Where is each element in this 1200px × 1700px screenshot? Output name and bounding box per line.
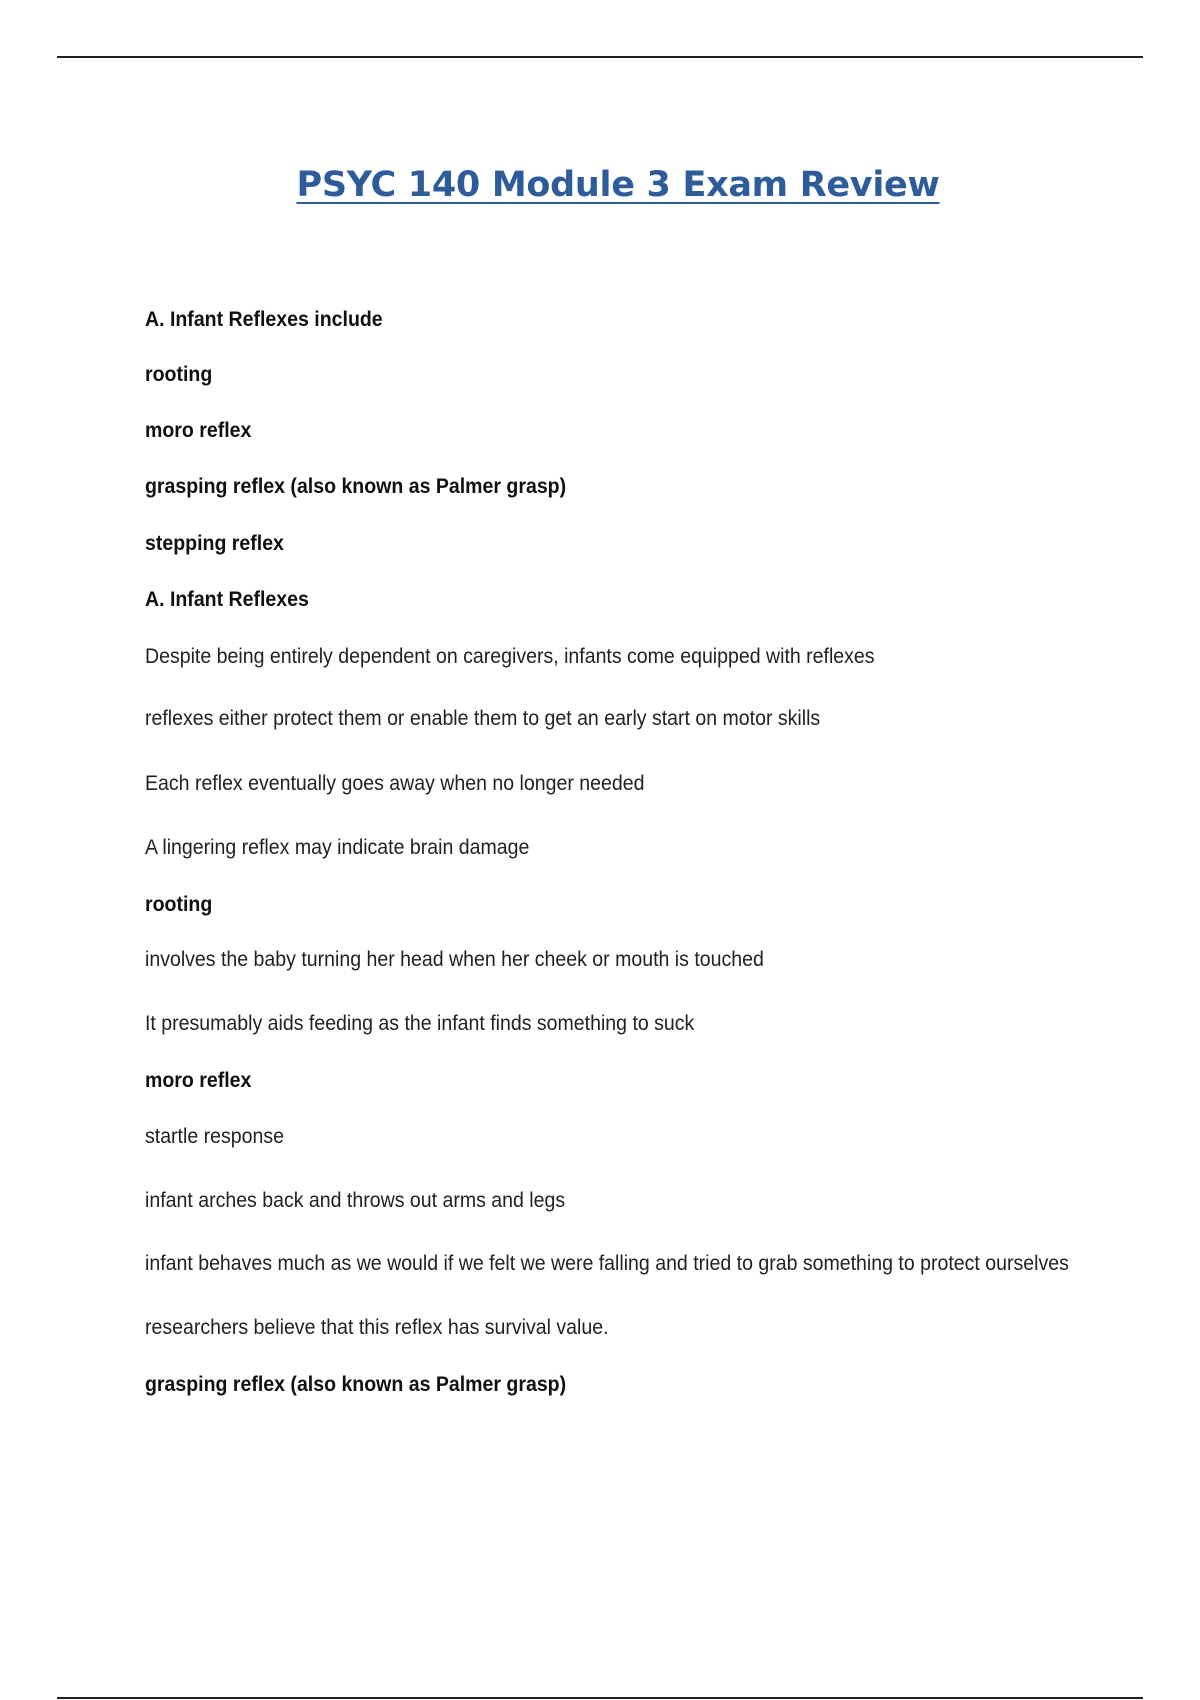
section-heading: A. Infant Reflexes include: [145, 308, 383, 331]
body-text: infant behaves much as we would if we felt we were falling and tried to grab something to protect ourselves: [145, 1252, 1069, 1275]
list-item: stepping reflex: [145, 532, 284, 555]
body-text: researchers believe that this reflex has survival value.: [145, 1316, 609, 1339]
body-text: startle response: [145, 1125, 284, 1148]
body-text: infant arches back and throws out arms and legs: [145, 1189, 566, 1212]
top-rule: [57, 56, 1143, 58]
section-heading: grasping reflex (also known as Palmer grasp): [145, 1373, 567, 1396]
list-item: moro reflex: [145, 419, 252, 442]
list-item: rooting: [145, 363, 213, 386]
bottom-rule: [57, 1697, 1143, 1699]
body-text: Despite being entirely dependent on caregivers, infants come equipped with reflexes: [145, 645, 875, 668]
body-text: A lingering reflex may indicate brain damage: [145, 836, 530, 859]
section-heading: moro reflex: [145, 1069, 252, 1092]
body-text: reflexes either protect them or enable them to get an early start on motor skills: [145, 707, 821, 730]
body-text: involves the baby turning her head when her cheek or mouth is touched: [145, 948, 764, 971]
body-text: Each reflex eventually goes away when no longer needed: [145, 772, 645, 795]
body-text: It presumably aids feeding as the infant finds something to suck: [145, 1012, 695, 1035]
document-title: PSYC 140 Module 3 Exam Review: [296, 165, 940, 205]
list-item: grasping reflex (also known as Palmer grasp): [145, 475, 567, 498]
section-heading: rooting: [145, 893, 213, 916]
section-heading: A. Infant Reflexes: [145, 588, 309, 611]
